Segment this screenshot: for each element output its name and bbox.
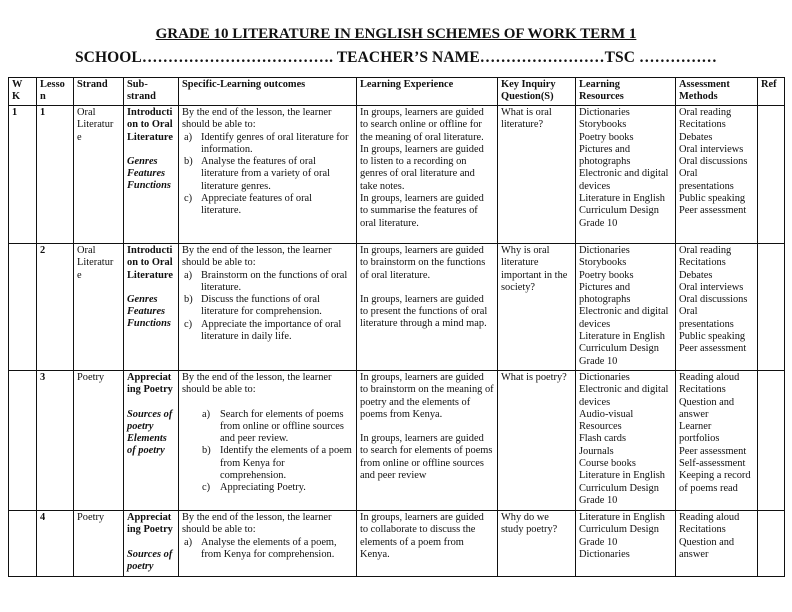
cell-inquiry: What is poetry? xyxy=(498,371,576,511)
resource-item: Literature in English Curriculum Design Grade 10 xyxy=(579,331,665,367)
header-inquiry: Key Inquiry Question(S) xyxy=(498,78,576,106)
cell-outcomes xyxy=(179,106,357,244)
assessment-item: Reading aloud xyxy=(679,372,740,383)
resource-item: Literature in English Curriculum Design Grade 10 xyxy=(579,512,665,548)
cell-experience xyxy=(357,371,498,511)
assessment-item: Debates xyxy=(679,131,713,143)
cell-inquiry: What is oral literature? xyxy=(498,106,576,244)
assessment-item: Recitations xyxy=(679,524,726,536)
experience-item: In groups, learners are guided to collaborate to discuss the elements of a poem from Kenya. xyxy=(360,512,484,560)
assessment-item: Oral interviews xyxy=(679,281,744,293)
header-substrand: Sub- strand xyxy=(124,78,179,106)
cell-lesson: 3 xyxy=(37,371,74,511)
header-strand: Strand xyxy=(74,78,124,106)
substrand-items: Genres Features Functions xyxy=(127,155,171,192)
assessment-item: Learner portfolios xyxy=(679,421,720,445)
cell-lesson: 2 xyxy=(37,244,74,371)
cell-resources xyxy=(576,371,676,511)
experience-item: In groups, learners are guided to present the functions of oral literature through a mind map. xyxy=(360,293,488,330)
experience-item: In groups, learners are guided to search online or offline for the meaning of oral literature. xyxy=(360,107,484,143)
resource-item: Literature in English Curriculum Design Grade 10 xyxy=(579,193,665,229)
strand-line: Poetry xyxy=(77,512,105,523)
table-row xyxy=(9,106,785,244)
cell-strand xyxy=(74,244,124,371)
experience-item: In groups, learners are guided to listen to a recording on genres of oral literature and take notes. xyxy=(360,143,484,192)
outcome-item: a) Brainstorm on the functions of oral literature. xyxy=(184,269,348,293)
assessment-item: Question and answer xyxy=(679,396,735,420)
assessment-item: Oral presentations xyxy=(679,168,734,192)
outcome-item: b) Analyse the features of oral literature from a variety of oral literature genres. xyxy=(184,156,330,192)
cell-outcomes xyxy=(179,371,357,511)
header-outcomes: Specific-Learning outcomes xyxy=(179,78,357,106)
outcomes-intro: By the end of the lesson, the learner should be able to: xyxy=(182,245,332,269)
assessment-item: Oral reading xyxy=(679,245,732,256)
cell-resources xyxy=(576,244,676,371)
header-ref: Ref xyxy=(758,78,785,106)
experience-item: In groups, learners are guided to brainstorm on the functions of oral literature. xyxy=(360,245,486,281)
assessment-item: Keeping a record of poems read xyxy=(679,470,751,494)
experience-item: In groups, learners are guided to search for elements of poems from online or offline sources and peer review xyxy=(360,433,493,482)
cell-ref xyxy=(758,511,785,577)
cell-ref xyxy=(758,244,785,371)
resource-item: Storybooks xyxy=(579,257,627,269)
resource-item: Poetry books xyxy=(579,269,634,281)
assessment-item: Debates xyxy=(679,269,713,281)
cell-inquiry: Why do we study poetry? xyxy=(498,511,576,577)
cell-week xyxy=(9,511,37,577)
assessment-item: Reading aloud xyxy=(679,512,740,523)
cell-assessment xyxy=(676,106,758,244)
cell-outcomes xyxy=(179,244,357,371)
resource-item: Dictionaries xyxy=(579,245,630,256)
outcome-item: c) Appreciate features of oral literature. xyxy=(184,193,313,217)
assessment-item: Oral discussions xyxy=(679,156,748,168)
assessment-item: Recitations xyxy=(679,257,726,269)
cell-ref xyxy=(758,106,785,244)
assessment-item: Peer assessment xyxy=(679,445,747,457)
outcome-item: a) Analyse the elements of a poem, from Kenya for comprehension. xyxy=(184,536,337,560)
cell-strand xyxy=(74,106,124,244)
document-title xyxy=(0,26,792,43)
resource-item: Flash cards xyxy=(579,433,627,445)
experience-item: In groups, learners are guided to summarise the features of oral literature. xyxy=(360,193,484,229)
document-title-text: GRADE 10 LITERATURE IN ENGLISH SCHEMES OF WORK TERM 1 xyxy=(155,26,637,42)
cell-inquiry: Why is oral literature important in the society? xyxy=(498,244,576,371)
outcomes-intro: By the end of the lesson, the learner should be able to: xyxy=(182,512,332,536)
resource-item: Electronic and digital devices xyxy=(579,168,669,192)
outcomes-list xyxy=(182,132,353,218)
strand-line: Oral xyxy=(77,107,96,118)
experience-item: In groups, learners are guided to brainstorm on the meaning of poetry and the elements of poems from Kenya. xyxy=(360,372,494,420)
substrand-items: Sources of poetry xyxy=(127,548,173,572)
outcomes-intro: By the end of the lesson, the learner should be able to: xyxy=(182,107,332,131)
assessment-item: Oral discussions xyxy=(679,294,748,306)
strand-line: Literatur xyxy=(77,257,114,269)
assessment-item: Peer assessment xyxy=(679,343,747,355)
resource-item: Pictures and photographs xyxy=(579,281,631,306)
header-resources: Learning Resources xyxy=(576,78,676,106)
cell-lesson: 1 xyxy=(37,106,74,244)
document-subtitle: SCHOOL………………………………. TEACHER’S NAME……………………TSC …………… xyxy=(74,49,718,66)
cell-substrand xyxy=(124,371,179,511)
cell-experience xyxy=(357,511,498,577)
assessment-item: Recitations xyxy=(679,384,726,396)
outcome-item: a) Identify genres of oral literature for information. xyxy=(184,131,349,155)
cell-week xyxy=(9,371,37,511)
cell-ref xyxy=(758,371,785,511)
strand-line: Oral xyxy=(77,245,96,256)
table-row xyxy=(9,511,785,577)
cell-resources xyxy=(576,511,676,577)
resource-item: Pictures and photographs xyxy=(579,143,631,168)
assessment-item: Oral reading xyxy=(679,107,732,118)
header-wk: W K xyxy=(9,78,37,106)
substrand-items: Sources of poetry Elements of poetry xyxy=(127,408,173,457)
resource-item: Course books xyxy=(579,458,636,470)
outcomes-list xyxy=(182,537,353,562)
resource-item: Literature in English Curriculum Design Grade 10 xyxy=(579,470,665,506)
resource-item: Electronic and digital devices xyxy=(579,306,669,330)
cell-strand xyxy=(74,511,124,577)
substrand-title: Appreciat ing Poetry xyxy=(127,372,173,396)
assessment-item: Question and answer xyxy=(679,536,735,560)
assessment-item: Self-assessment xyxy=(679,458,746,470)
table-row xyxy=(9,244,785,371)
cell-substrand xyxy=(124,511,179,577)
outcomes-list xyxy=(182,270,353,344)
assessment-item: Oral presentations xyxy=(679,306,734,330)
header-experience: Learning Experience xyxy=(357,78,498,106)
resource-item: Dictionaries xyxy=(579,372,630,383)
resource-item: Journals xyxy=(579,445,614,457)
cell-experience xyxy=(357,244,498,371)
schemes-of-work-table xyxy=(8,77,785,577)
cell-week xyxy=(9,244,37,371)
cell-assessment xyxy=(676,371,758,511)
substrand-title: Introducti on to Oral Literature xyxy=(127,245,173,281)
header-row xyxy=(9,78,785,106)
cell-assessment xyxy=(676,244,758,371)
strand-line: e xyxy=(77,131,82,143)
outcome-item: c) Appreciating Poetry. xyxy=(202,482,306,494)
cell-week: 1 xyxy=(9,106,37,244)
assessment-item: Recitations xyxy=(679,119,726,131)
resource-item: Audio-visual Resources xyxy=(579,408,634,433)
cell-lesson: 4 xyxy=(37,511,74,577)
outcomes-intro: By the end of the lesson, the learner should be able to: xyxy=(182,372,332,396)
substrand-items: Genres Features Functions xyxy=(127,293,171,330)
cell-outcomes xyxy=(179,511,357,577)
strand-line: e xyxy=(77,269,82,281)
resource-item: Electronic and digital devices xyxy=(579,384,669,408)
cell-substrand xyxy=(124,244,179,371)
outcome-item: b) Discuss the functions of oral literature for comprehension. xyxy=(184,294,322,318)
cell-substrand xyxy=(124,106,179,244)
header-lesson: Lesso n xyxy=(37,78,74,106)
resource-item: Poetry books xyxy=(579,131,634,143)
assessment-item: Public speaking xyxy=(679,193,746,205)
header-assessment: Assessment Methods xyxy=(676,78,758,106)
table-row xyxy=(9,371,785,511)
assessment-item: Oral interviews xyxy=(679,143,744,155)
outcomes-list xyxy=(182,409,353,495)
cell-experience xyxy=(357,106,498,244)
outcome-item: c) Appreciate the importance of oral literature in daily life. xyxy=(184,318,342,343)
assessment-item: Peer assessment xyxy=(679,205,747,217)
strand-line: Literatur xyxy=(77,119,114,131)
assessment-item: Public speaking xyxy=(679,331,746,343)
cell-assessment xyxy=(676,511,758,577)
cell-resources xyxy=(576,106,676,244)
cell-strand xyxy=(74,371,124,511)
resource-item: Storybooks xyxy=(579,119,627,131)
outcome-item: b) Identify the elements of a poem from Kenya for comprehension. xyxy=(202,445,352,482)
strand-line: Poetry xyxy=(77,372,105,383)
resource-item: Dictionaries xyxy=(579,548,630,560)
resource-item: Dictionaries xyxy=(579,107,630,118)
substrand-title: Appreciat ing Poetry xyxy=(127,512,173,536)
substrand-title: Introducti on to Oral Literature xyxy=(127,107,173,143)
outcome-item: a) Search for elements of poems from online or offline sources and peer review. xyxy=(202,408,344,445)
